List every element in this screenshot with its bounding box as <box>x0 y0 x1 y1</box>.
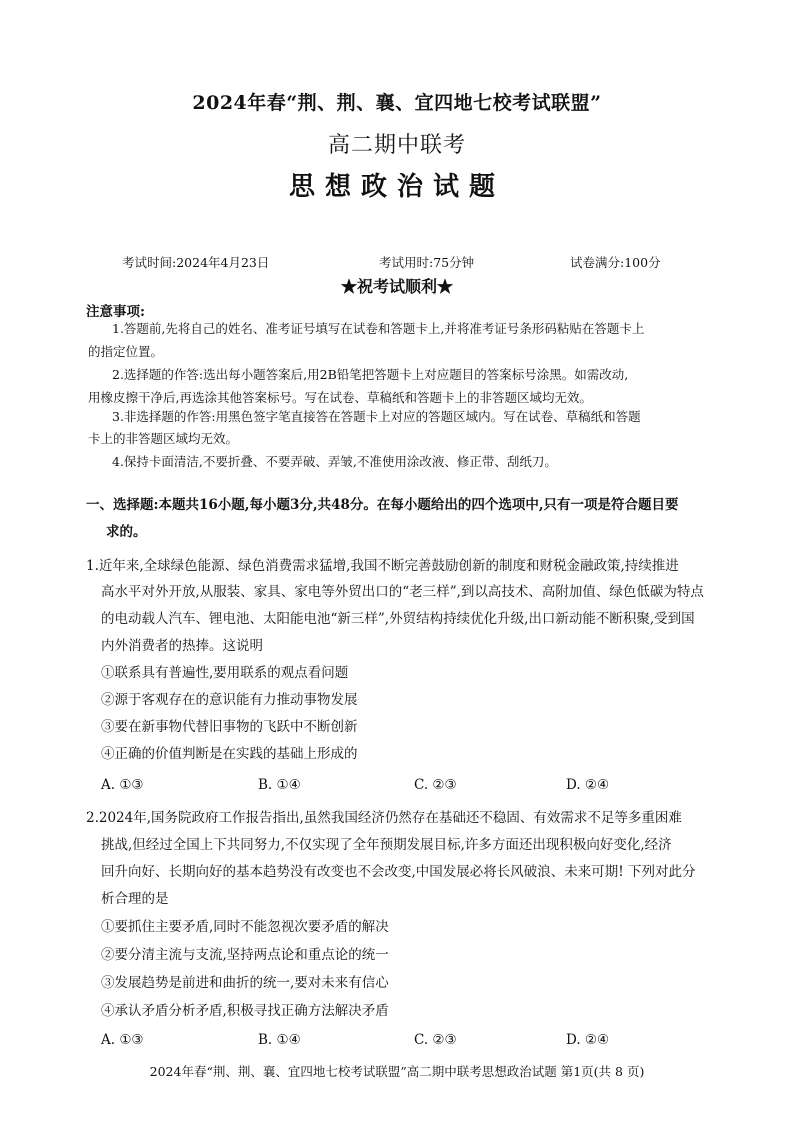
notice-line: 2.选择题的作答:选出每小题答案后,用2B铅笔把答题卡上对应题目的答案标号涂黑。如需改动, <box>112 367 629 382</box>
exam-date: 考试时间:2024年4月23日 <box>122 255 270 270</box>
question-1-item: ③要在新事物代替旧事物的飞跃中不断创新 <box>101 719 358 735</box>
question-1-option-c: C. ②③ <box>414 777 457 793</box>
notice-line: 用橡皮擦干净后,再选涂其他答案标号。写在试卷、草稿纸和答题卡上的非答题区域均无效。 <box>88 390 592 405</box>
subject-title: 思想政治试题 <box>288 172 505 202</box>
question-2-option-b: B. ①④ <box>258 1032 301 1048</box>
exam-full-score: 试卷满分:100分 <box>570 255 661 270</box>
question-1-stem-line: 高水平对外开放,从服装、家具、家电等外贸出口的“老三样”,到以高技术、高附加值、绿色低碳为特点 <box>101 584 704 600</box>
notice-title: 注意事项: <box>86 304 145 320</box>
question-1-stem-line: 内外消费者的热捧。这说明 <box>101 638 263 654</box>
notice-line: 3.非选择题的作答:用黑色签字笔直接答在答题卡上对应的答题区域内。写在试卷、草稿纸和答题 <box>112 409 641 424</box>
question-2-item: ④承认矛盾分析矛盾,积极寻找正确方法解决矛盾 <box>101 1003 389 1019</box>
notice-line: 4.保持卡面清洁,不要折叠、不要弄破、弄皱,不准使用涂改液、修正带、刮纸刀。 <box>112 454 557 469</box>
question-1-option-b: B. ①④ <box>258 777 301 793</box>
question-2-option-a: A. ①③ <box>101 1032 144 1048</box>
exam-subtitle: 高二期中联考 <box>327 133 466 158</box>
question-2-option-d: D. ②④ <box>566 1032 610 1048</box>
notice-line: 的指定位置。 <box>88 344 164 359</box>
question-1-stem-line: 的电动载人汽车、锂电池、太阳能电池“新三样”,外贸结构持续优化升级,出口新动能不断积聚,受到国 <box>101 611 695 627</box>
section-heading: 一、选择题:本题共16小题,每小题3分,共48分。在每小题给出的四个选项中,只有一项是符合题目要 <box>86 497 679 513</box>
exam-duration: 考试用时:75分钟 <box>379 255 475 270</box>
question-2-stem-line: 挑战,但经过全国上下共同努力,不仅实现了全年预期发展目标,许多方面还出现积极向好变化,经济 <box>101 837 672 853</box>
page-footer: 2024年春“荆、荆、襄、宜四地七校考试联盟”高二期中联考思想政治试题 第1页(共 8 页) <box>149 1064 645 1079</box>
section-heading-cont: 求的。 <box>106 524 147 540</box>
question-1-item: ①联系具有普遍性,要用联系的观点看问题 <box>101 665 349 681</box>
question-2-item: ①要抓住主要矛盾,同时不能忽视次要矛盾的解决 <box>101 919 389 935</box>
question-2-stem-line: 2.2024年,国务院政府工作报告指出,虽然我国经济仍然存在基础还不稳固、有效需求不足等多重困难 <box>86 810 682 826</box>
question-2-item: ②要分清主流与支流,坚持两点论和重点论的统一 <box>101 947 389 963</box>
question-2-stem-line: 析合理的是 <box>101 891 169 907</box>
question-2-stem-line: 回升向好、长期向好的基本趋势没有改变也不会改变,中国发展必将长风破浪、未来可期! 下列对此分 <box>101 864 696 880</box>
question-2-option-c: C. ②③ <box>414 1032 457 1048</box>
notice-line: 卡上的非答题区域均无效。 <box>88 431 239 446</box>
question-2-item: ③发展趋势是前进和曲折的统一,要对未来有信心 <box>101 975 389 991</box>
question-1-item: ②源于客观存在的意识能有力推动事物发展 <box>101 692 358 708</box>
notice-line: 1.答题前,先将自己的姓名、准考证号填写在试卷和答题卡上,并将准考证号条形码粘贴在答题卡上 <box>112 321 645 336</box>
question-1-option-a: A. ①③ <box>101 777 144 793</box>
question-1-stem-line: 1.近年来,全球绿色能源、绿色消费需求猛增,我国不断完善鼓励创新的制度和财税金融政策,持续推进 <box>86 558 679 574</box>
exam-alliance-title: 2024年春“荆、荆、襄、宜四地七校考试联盟” <box>192 92 602 114</box>
question-1-item: ④正确的价值判断是在实践的基础上形成的 <box>101 746 358 762</box>
question-1-option-d: D. ②④ <box>566 777 610 793</box>
good-luck-banner: ★祝考试顺利★ <box>340 277 453 296</box>
